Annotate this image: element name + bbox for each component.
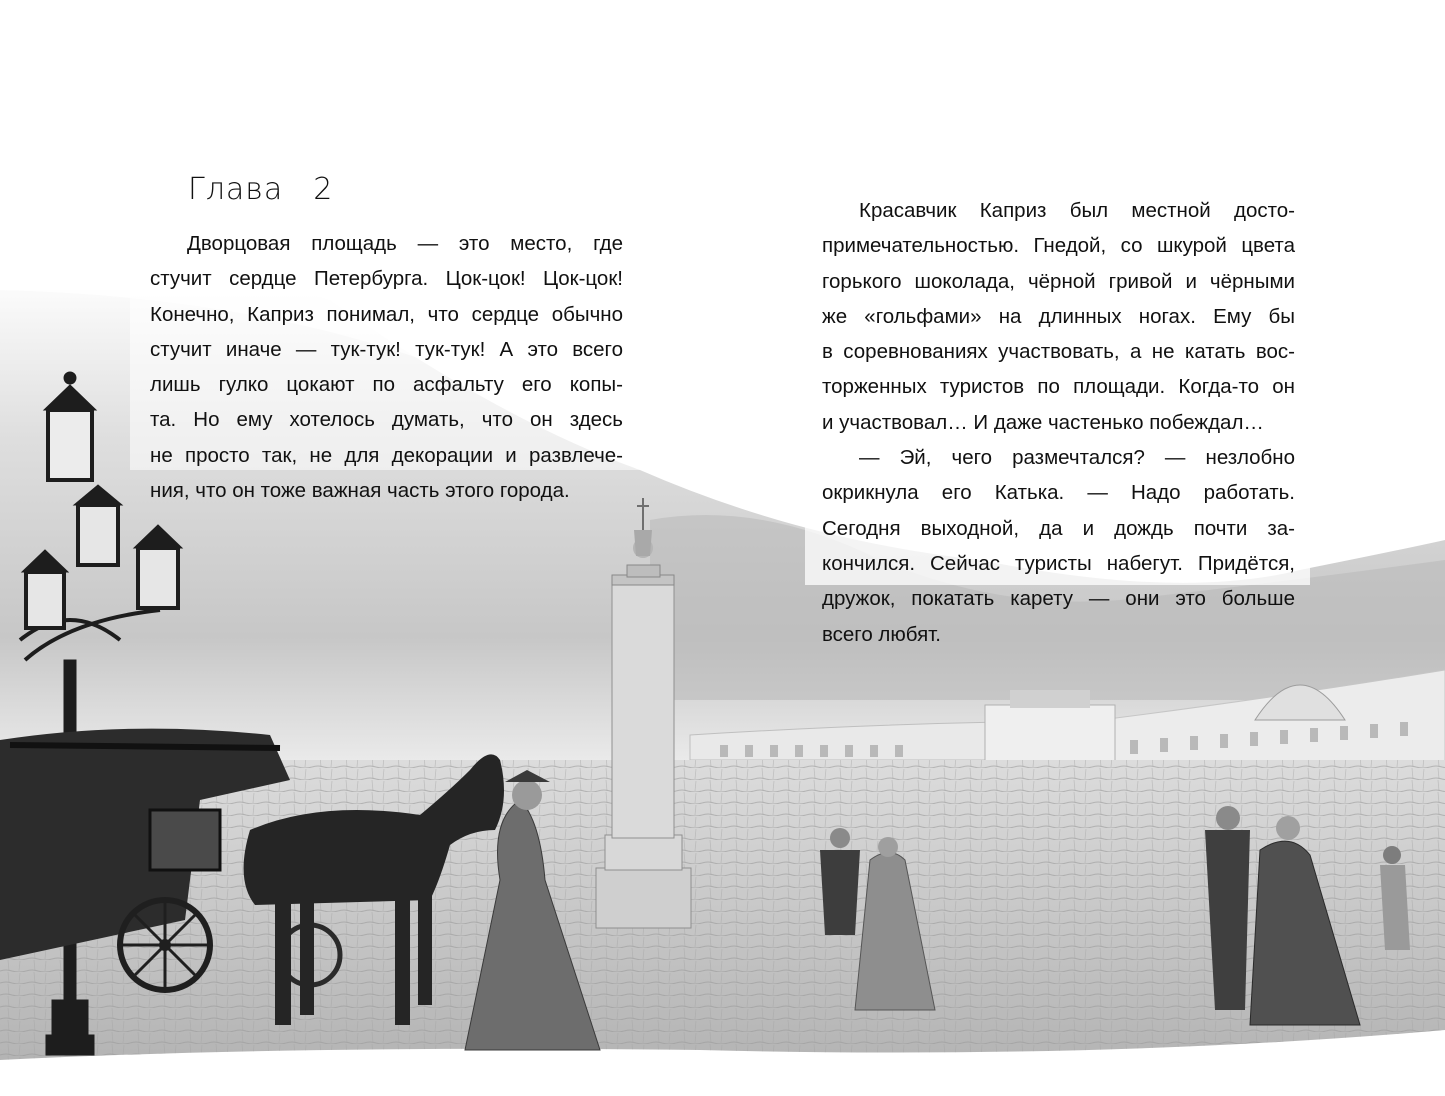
text-line: Красавчик Каприз был местной досто- (859, 199, 1295, 222)
left-page-text (150, 226, 623, 508)
chapter-number: 2 (313, 172, 334, 207)
text-line: всего любят. (822, 622, 941, 646)
text-line: торженных туристов по площади. Когда-то он (822, 375, 1295, 399)
text-line: стучит иначе — тук-тук! тук-тук! А это всего (150, 337, 623, 361)
text-line: — Эй, чего размечтался? — незлобно (859, 446, 1295, 470)
text-line: лишь гулко цокают по асфальту его копы- (150, 373, 623, 397)
text-line: Сегодня выходной, да и дождь почти за- (822, 516, 1295, 540)
text-line: ния, что он тоже важная часть этого города. (150, 479, 570, 503)
text-line: стучит сердце Петербурга. Цок-цок! Цок-цок! (150, 267, 623, 291)
text-line: же «гольфами» на длинных ногах. Ему бы (822, 304, 1295, 328)
text-line: горького шоколада, чёрной гривой и чёрными (822, 269, 1295, 293)
text-line: в соревнованиях участвовать, а не катать вос- (822, 340, 1295, 364)
text-line: примечательностью. Гнедой, со шкурой цвета (822, 234, 1295, 258)
text-line: Конечно, Каприз понимал, что сердце обычно (150, 302, 623, 326)
text-line: окрикнула его Катька. — Надо работать. (822, 481, 1295, 505)
text-line: не просто так, не для декорации и развлече- (150, 443, 623, 467)
text-line: кончился. Сейчас туристы набегут. Придётся, (822, 551, 1295, 575)
text-line: и участвовал… И даже частенько побеждал… (822, 410, 1264, 434)
chapter-heading (188, 172, 333, 207)
text-line: дружок, покатать карету — они это больше (822, 587, 1295, 611)
right-page-text (822, 193, 1295, 652)
text-line: та. Но ему хотелось думать, что он здесь (150, 408, 623, 432)
text-line: Дворцовая площадь — это место, где (187, 232, 623, 255)
chapter-word: Глава (188, 172, 284, 207)
